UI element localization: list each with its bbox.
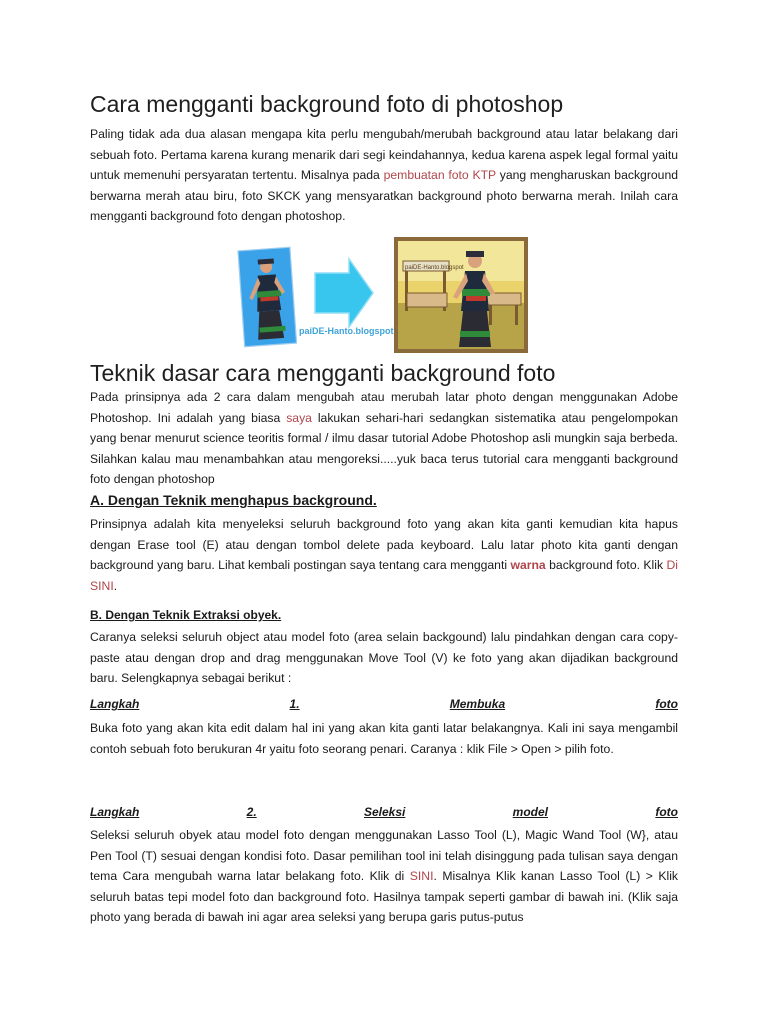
link-saya[interactable]: saya — [286, 410, 312, 425]
link-di-sini[interactable]: Di SINI — [90, 558, 678, 593]
section-a-paragraph — [90, 514, 678, 596]
page-title: Cara mengganti background foto di photoshop — [90, 91, 564, 117]
link-sini[interactable]: SINI — [409, 869, 434, 883]
step-2-word: foto — [655, 805, 678, 819]
step-1-word: foto — [655, 697, 678, 711]
step-1-word: Langkah — [90, 697, 140, 711]
step-2-word: model — [512, 805, 549, 819]
original-photo — [238, 247, 297, 346]
step-2-word: Langkah — [90, 805, 140, 819]
step-2-text-b: . Misalnya Klik kanan Lasso Tool (L) > Klik seluruh batas tepi model foto dan background foto. Hasilnya tampak seperti gambar di bawah ini. (Klik saja photo yang berada di bawah ini agar area seleksi yang berupa garis putus-putus — [90, 869, 679, 924]
section-b-heading: B. Dengan Teknik Extraksi obyek. — [90, 608, 282, 622]
link-warna[interactable]: warna — [510, 558, 546, 572]
step-1-word: Membuka — [449, 697, 506, 711]
step-1-word: 1. — [289, 697, 300, 711]
step-1-heading — [90, 697, 678, 711]
step-2-text-a: Seleksi seluruh obyek atau model foto dengan menggunakan Lasso Tool (L), Magic Wand Tool (W}, atau Pen Tool (T) sesuai dengan kondisi foto. Dasar pemilihan tool ini telah disinggung pada tulisan saya dengan tema Cara mengubah warna latar belakang foto. Klik di — [90, 828, 678, 883]
step-2-heading — [90, 805, 678, 819]
section-title: Teknik dasar cara mengganti background foto — [90, 360, 556, 386]
step-2-paragraph — [90, 825, 678, 928]
watermark-text: paiDE-Hanto.blogspot — [299, 326, 394, 336]
result-photo — [394, 237, 528, 353]
step-2-word: Seleksi — [363, 805, 406, 819]
section-a-heading: A. Dengan Teknik menghapus background. — [90, 492, 377, 508]
section-b-paragraph: Caranya seleksi seluruh object atau model foto (area selain backgound) lalu pindahkan dengan cara copy-paste atau dengan drop and drag menggunakan Move Tool (V) ke foto yang akan dijadikan background baru. Selengkapnya sebagai berikut : — [90, 630, 678, 685]
background-change-illustration — [237, 231, 531, 355]
section-a-text-b: background foto. Klik — [545, 558, 667, 572]
link-pembuatan-foto-ktp[interactable]: pembuatan foto KTP — [383, 168, 496, 182]
step-1-paragraph: Buka foto yang akan kita edit dalam hal ini yang akan kita ganti latar belakangnya. Kali ini saya mengambil contoh sebuah foto berukuran 4r yaitu foto seorang penari. Caranya : klik File > Open > pilih foto. — [90, 721, 678, 756]
step-2-word: 2. — [246, 805, 257, 819]
intro-text-b: yang mengharuskan background berwarna merah atau biru, foto SKCK yang mensyaratkan background photo berwarna merah. Inilah cara mengganti background foto dengan photoshop. — [90, 168, 679, 223]
intro-paragraph — [90, 124, 678, 227]
basic-text-a: Pada prinsipnya ada 2 cara dalam mengubah atau merubah latar photo dengan menggunakan Adobe Photoshop. Ini adalah yang biasa — [90, 390, 678, 425]
section-a-text-c: . — [113, 578, 118, 593]
arrow-icon — [315, 259, 373, 327]
basic-paragraph — [90, 387, 678, 490]
basic-text-b: lakukan sehari-hari sedangkan sistematika atau pengelompokan yang benar menurut science teoritis formal / ilmu dasar tutorial Adobe Photoshop asli mungkin saja berbeda. Silahkan kalau mau menambahkan atau mengoreksi.....yuk baca terus tutorial cara mengganti background foto dengan photoshop — [90, 410, 678, 486]
banner-text: paiDE-Hanto.blogspot — [405, 265, 464, 271]
intro-text-a: Paling tidak ada dua alasan mengapa kita perlu mengubah/merubah background atau latar belakang dari sebuah foto. Pertama karena kurang menarik dari segi keindahannya, kedua karena aspek legal formal yaitu untuk memenuhi persyaratan tertentu. Misalnya pada — [90, 127, 678, 182]
section-a-text-a: Prinsipnya adalah kita menyeleksi seluruh background foto yang akan kita ganti kemudian kita hapus dengan Erase tool (E) atau dengan tombol delete pada keyboard. Lalu latar photo kita ganti dengan background yang baru. Lihat kembali postingan saya tentang cara mengganti — [90, 517, 678, 572]
